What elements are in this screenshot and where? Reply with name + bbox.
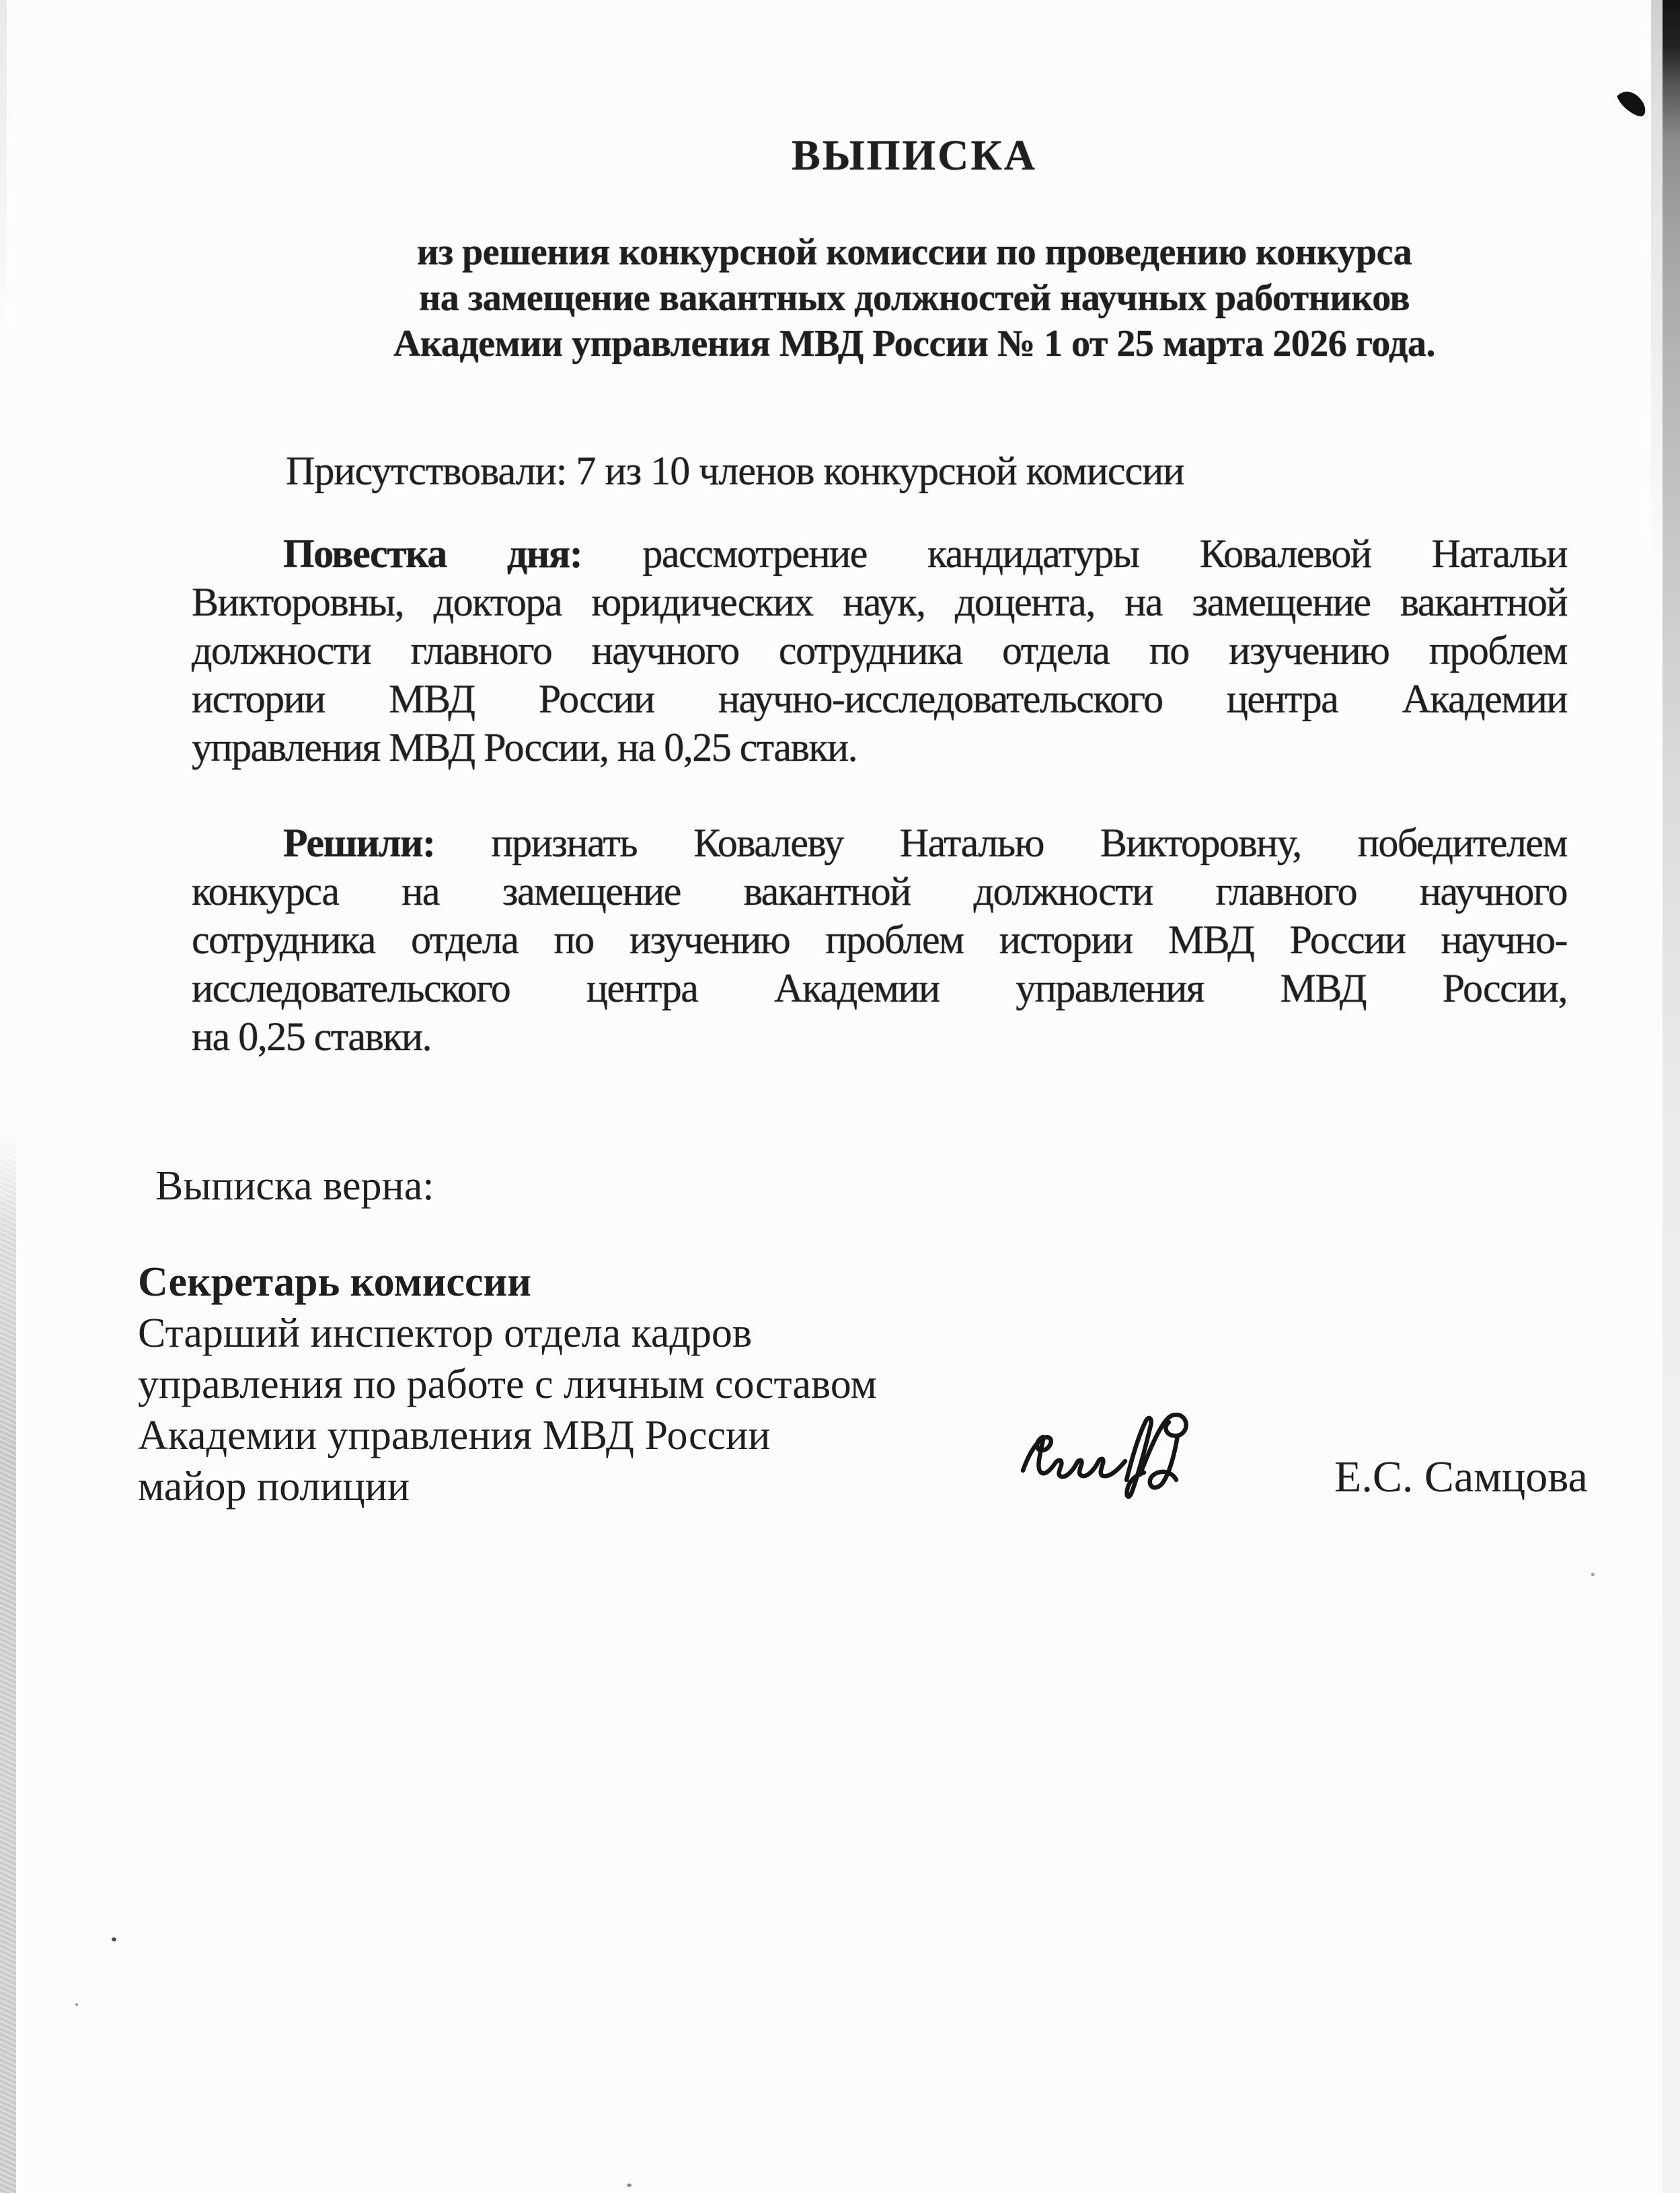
subtitle-line: Академии управления МВД России № 1 от 25 марта 2026 года. <box>393 323 1436 365</box>
resolution-lead-label: Решили: <box>283 821 435 865</box>
subtitle-line: на замещение вакантных должностей научных работников <box>418 277 1410 319</box>
scan-edge-right-band <box>1651 0 1663 619</box>
resolution-line: исследовательского центра Академии управления МВД России, <box>192 966 1567 1010</box>
scan-edge-right <box>1663 0 1680 2193</box>
signatory-role-title: Секретарь комиссии <box>138 1259 531 1305</box>
signature-icon <box>1012 1413 1207 1506</box>
signatory-role-line: управления по работе с личным составом <box>138 1362 877 1407</box>
document-title: ВЫПИСКА <box>792 131 1037 179</box>
ink-speck <box>112 1937 116 1941</box>
ink-speck <box>1591 1573 1595 1576</box>
resolution-line-text: признать Ковалеву Наталью Викторовну, победителем <box>491 821 1567 865</box>
resolution-line: конкурса на замещение вакантной должности главного научного <box>192 869 1567 914</box>
signatory-role-line: майор полиции <box>138 1464 410 1510</box>
agenda-lead-label: Повестка дня: <box>283 531 582 576</box>
subtitle-line: из решения конкурсной комиссии по проведению конкурса <box>416 231 1412 273</box>
scan-edge-left <box>0 1130 16 2193</box>
resolution-paragraph <box>192 819 1567 1061</box>
agenda-paragraph <box>192 529 1567 772</box>
signatory-role-line: Старший инспектор отдела кадров <box>138 1310 753 1356</box>
agenda-line: управления МВД России, на 0,25 ставки. <box>192 725 857 770</box>
signatory-block <box>138 1257 877 1512</box>
resolution-line <box>192 819 1567 867</box>
attendance-line: Присутствовали: 7 из 10 членов конкурсной комиссии <box>286 449 1184 493</box>
agenda-line: должности главного научного сотрудника отдела по изучению проблем <box>192 628 1567 673</box>
ink-mark-icon <box>1611 85 1652 120</box>
signatory-role-line: Академии управления МВД России <box>138 1413 771 1458</box>
agenda-line <box>192 529 1567 578</box>
ink-speck <box>75 2003 78 2006</box>
agenda-line-text: рассмотрение кандидатуры Ковалевой Натальи <box>642 531 1568 576</box>
scan-edge-left-top <box>0 0 7 350</box>
ink-speck <box>627 2184 632 2187</box>
agenda-line: истории МВД России научно-исследовательского центра Академии <box>192 677 1567 721</box>
document-subtitle <box>227 229 1602 367</box>
agenda-line: Викторовны, доктора юридических наук, доцента, на замещение вакантной <box>192 580 1567 624</box>
signatory-name: Е.С. Самцова <box>1334 1452 1588 1501</box>
resolution-line: на 0,25 ставки. <box>192 1014 432 1059</box>
certification-line: Выписка верна: <box>155 1163 434 1209</box>
resolution-line: сотрудника отдела по изучению проблем истории МВД России научно- <box>192 918 1567 962</box>
